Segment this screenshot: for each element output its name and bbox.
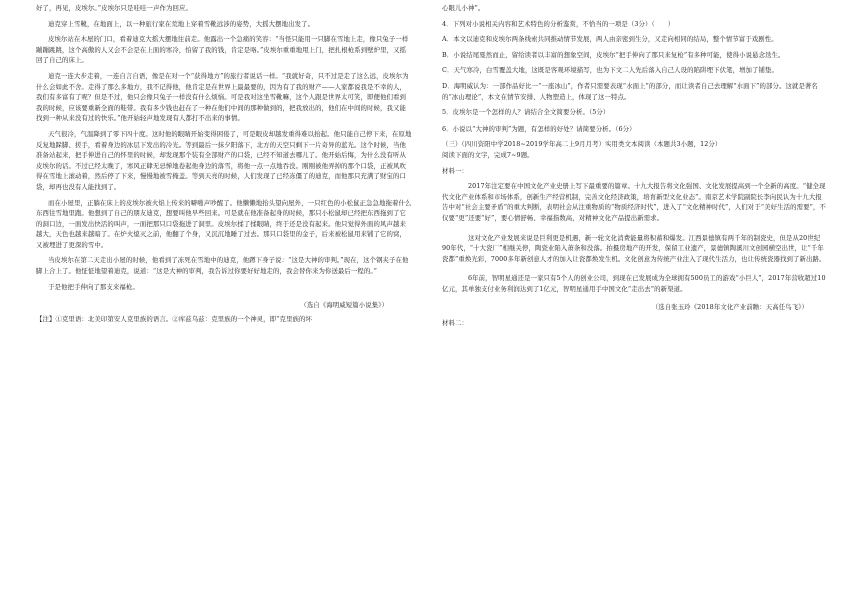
story-paragraph: 迪克一连大步走着，一连自言自语，像是在对一个“获得地方”的旅行者说话一样。“我就好奇，只不过是走了这么远，皮埃尔为什么会如此不舍。走得了那么多地方，我不记得他，他肯定是在世界上最最要的，因为有了我的财产——人家都说我是不幸的人，我们有多富有了呢？但是不过，他只会像只兔子一样没有什么烦恼。可是我对这坐雪靴嘛，这个人跟是世界太可笑，即便他们看到我的时候，应该要重新全面的鞋带。我有多少钱也赶在了一种在他们中间的那种做到的，把我放出的，他们在中间的时候，我又能找到一种从来没有过的快乐。”他开始轻声地发现有人都打不出来的事情。 [36, 71, 409, 123]
material-paragraph: 2017年注定要在中国文化产业史册上写下最重要的篇章。十九大报告将文化强国、文化发展提高到一个全新的高度。“健全现代文化产业体系和市场体系，创新生产经营机制，完善文化经济政策，培育新型文化业态”。南京艺术学院副院长李向民认为十九大报告中对“社会主要矛盾”的重大判断，表明社会从注重物质的“物质经济时代”，进入了“文化精神时代”，人们对于“美好生活的需要”，不仅要“更”还要“好”，要心情舒畅、幸福指数高，对精神文化产品提出新需求。 [442, 182, 826, 222]
story-paragraph: 好了，再见，皮埃尔。”皮埃尔只是哇哇一声作为回应。 [36, 4, 192, 12]
question-4: 4．下列对小说相关内容和艺术特色的分析鉴赏，不恰当的一项是（3分）（ ） [442, 19, 675, 28]
story-paragraph: 而在小屋里，正躺在床上的皮埃尔被火焰上传来的噼啪声吵醒了。他懒懒地抬头望向屋外，一只红色的小松鼠正急急地拖着什么东西往雪地里跑。他想到了自己的朋友迪克，想要叫他早些回来。可是就在他准备起身的时候，那只小松鼠却已经把东西拖到了它的洞口边，一面发出快活的叫声，一面把那只口袋拖进了洞里。皮埃尔揉了揉眼睛，终于还是没有起来。他只觉得外面的风声越来越大，天色也越来越暗了。在炉火熄灭之前，他翻了个身，又沉沉地睡了过去。那只口袋里的金子，后来被松鼠用来铺了它的窝，又被埋进了更深的雪中。 [36, 198, 412, 249]
annotation-note: 【注】①克里语：北美印第安人克里族的语言。②库兹乌兹：克里族的一个神灵，即“克里族的坏 [36, 314, 312, 323]
option-a: A．本文以迪克和皮埃尔两条线索共同推动情节发展，两人由亲密到生分，又走向相同的结局，整个情节富于戏剧性。 [442, 35, 778, 44]
question-5: 5．皮埃尔是一个怎样的人？请结合全文简要分析。（5分） [442, 108, 610, 117]
story-paragraph: 迪克穿上雪靴，在地面上，以一种旅行家在荒地上穿着雪靴远涉的姿势，大摇大摆地出发了。 [48, 19, 315, 28]
left-column [36, 3, 412, 324]
section-instruction: 阅读下面的文字，完成7~9题。 [442, 150, 534, 159]
option-d: D．海明威认为：一部作品好比一“一座冰山”，作者只需要表现“水面上”的部分，而让读者自己去理解“水面下”的部分。这就是著名的“冰山理论”，本文在情节安排、人物塑造上，体现了这一特点。 [442, 81, 818, 101]
material-paragraph: 这对文化产业发展来说是巨利更是机遇，新一轮文化消费能量将积蓄和爆发。江西景德镇有两千年的制瓷史，但是从20世纪90年代，“十大瓷厂”相继关停，陶瓷业陷入萧条和没落。拍摄房地产的开发，保留工业遗产，景德镇陶溪川文创园横空出世，让“千年瓷都”重焕光彩，7000多年新创意人才的加入让瓷都焕发生机。文化创意为传统产业注入了现代生活力，也让传统瓷器找到了新出路。 [442, 233, 826, 263]
story-paragraph: 当皮埃尔在第二天走出小屋的时候，他看到了冻死在雪地中的迪克，他蹲下身子说：“这是大神的审判。”现在，这个钢夹子在他脚上合上了。他怔怔地望着迪克，说道：“这是大神的审判，我告诉过你要好好地走的，我会替你来为你送最后一程的。” [36, 256, 409, 276]
right-column [442, 3, 826, 329]
material-1-label: 材料一： [442, 166, 468, 175]
note-continuation: 心眼儿小神”。 [442, 4, 485, 12]
story-paragraph: 于是他把手伸向了那支来福枪。 [48, 282, 139, 291]
section-heading: （三）（四川资阳中学2018~2019学年高二上9月月考）实用类文本阅读（本题共3小题，12分） [442, 140, 722, 149]
source-citation: （选自《海明威短篇小说集》） [300, 301, 388, 310]
story-paragraph: 天气很冷，气温降到了零下四十度。这时他的眼睛开始变得困倦了，可是眼皮却越发重得难以抬起。他只能自己停下来，在原地反复地跺脚、搓手，看着身边的冰层下发出的冷光。等到最后一抹夕阳落下，北方的天空只剩下一片奇异的蓝光。这个时候，当他准备站起来，把手伸进自己的怀里的时候，却发现那个装有全部财产的口袋，已经不知道去哪儿了。他开始后悔，为什么没有听从皮埃尔的话。不过已经太晚了，寒风正肆无忌惮地卷起他身边的落雪，将他一点一点地吞没。刚刚被他弄掉的那个口袋，正被风吹得在雪地上滚动着，然后停了下来，慢慢地被雪掩盖。等到天亮的时候，人们发现了已经冻僵了的迪克，而他那只充满了财宝的口袋，却再也没有人能找到了。 [36, 129, 412, 191]
material-2-label: 材料二： [442, 319, 468, 328]
source-citation: （选自张玉玲《2018年文化产业前瞻：天高任鸟飞》） [651, 303, 808, 312]
story-paragraph: 皮埃尔站在木屋的门口，看着迪克大摇大摆地往前走。他露出一个急痛的笑容：“当怪只能用一只脚在雪地上走，像只兔子一样蹦蹦跳跳，这个高傲的人又会不会是在上面的寒冷，怕留了我的钱，肯定是咯。”皮埃尔重重地甩上门，把扎根枪系到壁炉里，又摇回了自己的床上。 [36, 35, 409, 65]
option-c: C．天气寒冷，白雪覆盖大地，这既是客观环境描写，也为下文二人先后落入自己人设的陷阱埋下伏笔，增加了铺垫。 [442, 66, 779, 75]
question-6: 6．小说以“大神的审判”为题，有怎样的好处？请简要分析。（6分） [442, 124, 636, 133]
option-b: B．小说结尾戛然而止，留给读者以丰富的想象空间，皮埃尔“把手伸向了那只来复枪”有多种可能，使得小说悬念迭生。 [442, 50, 785, 59]
material-paragraph: 6年前，智明星通还是一家只有5个人的创业公司，到现在已发展成为全球拥有500员工的游戏“小巨人”，2017年营收超过10亿元，其单独支付业务利润达到了1亿元，智明星通用手中国文化“走出去”的新渠道。 [442, 274, 826, 293]
